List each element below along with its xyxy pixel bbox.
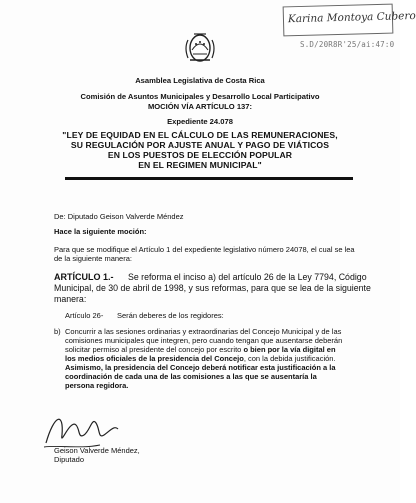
para-line-2: de la siguiente manera: [54, 254, 132, 263]
article-1-line-1 [54, 272, 367, 283]
item-b-line-5: Asimismo, la presidencia del Concejo deberá notificar esta justificación a la [65, 363, 336, 372]
article-1-line-3: manera: [54, 294, 87, 304]
received-stamp [283, 4, 416, 37]
item-b-line-4-bold: los medios oficiales de la presidencia del Concejo [65, 354, 244, 363]
item-b-label: b) [54, 327, 61, 336]
item-b-line-2: comisiones municipales que integren, pero cuando tengan que ausentarse deberán [65, 336, 343, 345]
item-b-line-3-bold: o bien por la vía digital en [243, 345, 336, 354]
stamp-name: Karina Montoya Cubero [287, 9, 416, 26]
law-title-line-3: EN LOS PUESTOS DE ELECCIÓN POPULAR [107, 150, 293, 160]
law-title-line-4: EN EL REGIMEN MUNICIPAL" [138, 160, 262, 170]
item-b-line-6: coordinación de cada una de las comisiones a las que se ausentaría la [65, 372, 317, 381]
motion-intro: Hace la siguiente moción: [54, 227, 147, 236]
signer-name: Geison Valverde Méndez, [54, 446, 140, 455]
law-title-line-1: "LEY DE EQUIDAD EN EL CÁLCULO DE LAS REMUNERACIONES, [62, 130, 338, 140]
coat-of-arms-icon [180, 30, 220, 66]
article-26-label: Artículo 26- [65, 311, 104, 320]
para-line-1: Para que se modifique el Artículo 1 del expediente legislativo número 24078, el cual se lea [54, 245, 355, 254]
title-divider [65, 177, 353, 180]
institution-name: Asamblea Legislativa de Costa Rica [135, 76, 265, 85]
expediente-number: Expediente 24.078 [167, 117, 233, 126]
article-1-line-2: Municipal, de 30 de abril de 1998, y sus reformas, para que se lea de la siguiente [54, 283, 371, 293]
item-b-line-4-text: , con la debida justificación. [243, 354, 336, 363]
item-b-line-3-text: solicitar permiso al presidente del concejo por escrito [65, 345, 242, 354]
from-line: De: Diputado Geison Valverde Méndez [54, 212, 184, 221]
article-1-text-1: Se reforma el inciso a) del artículo 26 de la Ley 7794, Código [127, 272, 367, 282]
commission-name: Comisión de Asuntos Municipales y Desarrollo Local Participativo [80, 92, 320, 101]
signer-role: Diputado [54, 455, 85, 464]
item-b-line-1: Concurrir a las sesiones ordinarias y extraordinarias del Concejo Municipal y de las [65, 327, 342, 336]
stamp-code: S.D/20R8R'25/ai:47:0 [300, 40, 395, 49]
law-title-line-2: SU REGULACIÓN POR AJUSTE ANUAL Y PAGO DE VIÁTICOS [70, 140, 330, 150]
motion-heading: MOCIÓN VÍA ARTÍCULO 137: [147, 102, 253, 111]
article-1-label: ARTÍCULO 1.- [54, 272, 114, 282]
article-26-text: Serán deberes de los regidores: [117, 311, 224, 320]
item-b-line-7: persona regidora. [65, 381, 129, 390]
